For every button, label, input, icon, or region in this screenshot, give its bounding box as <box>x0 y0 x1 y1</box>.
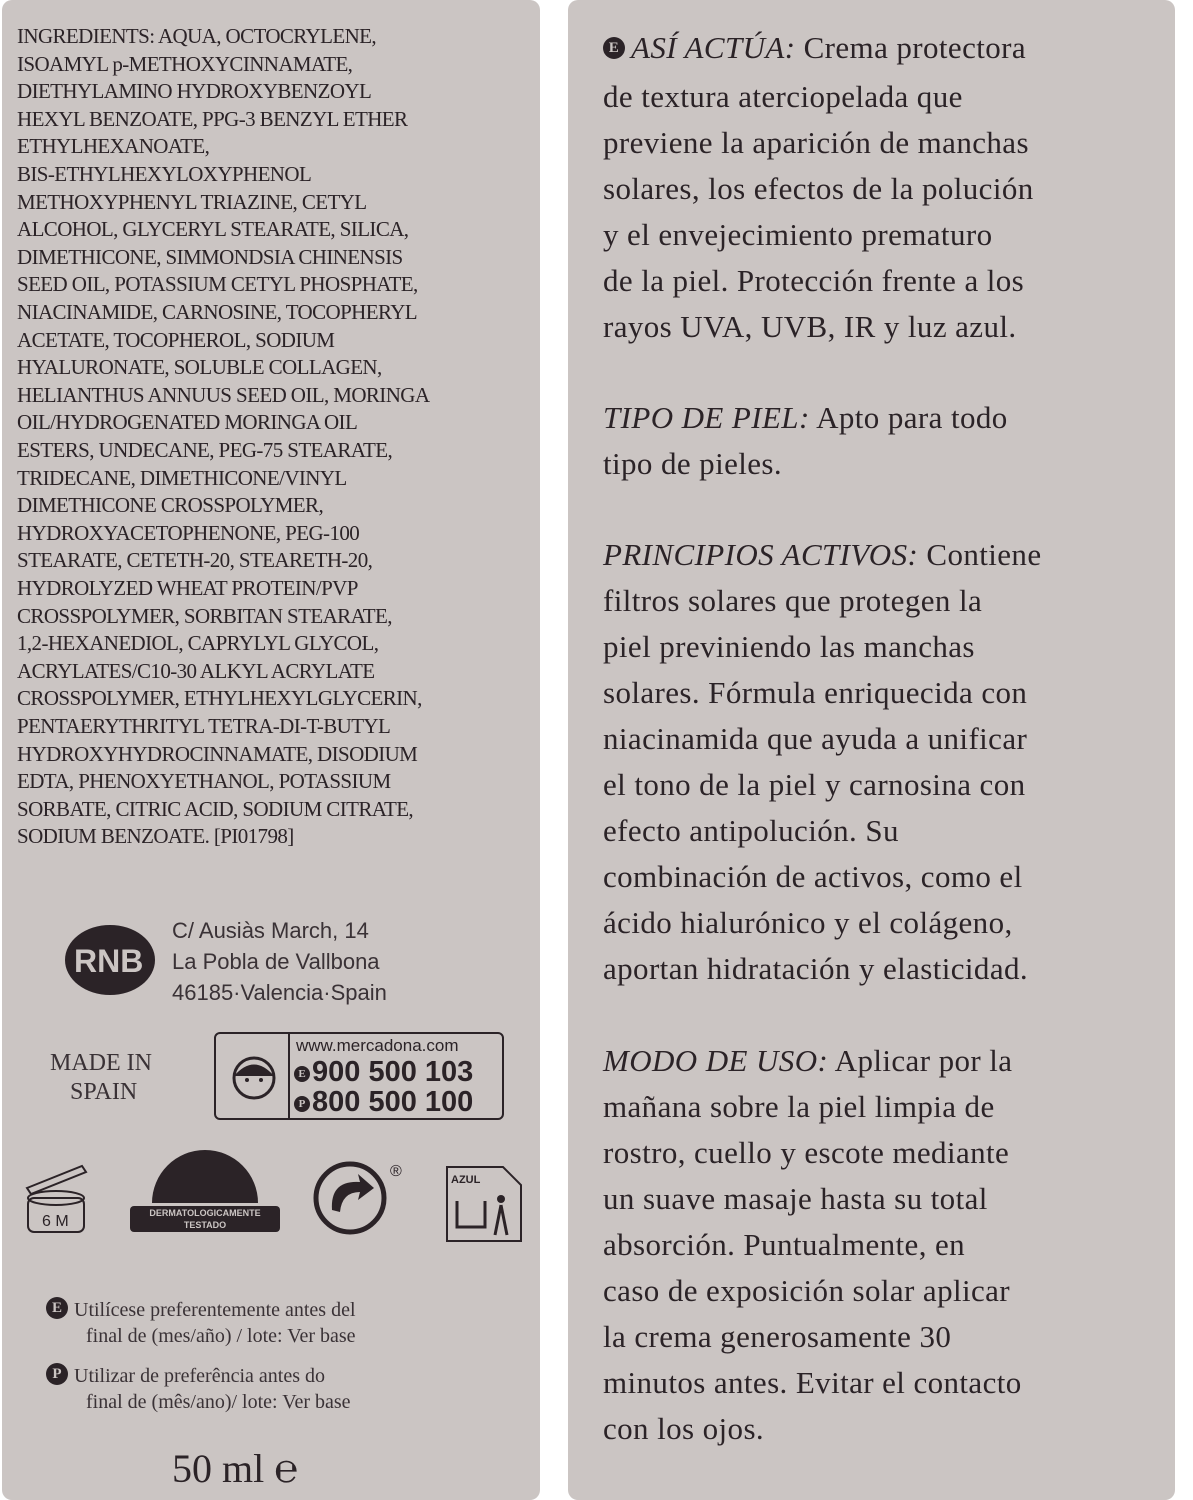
headset-agent-icon <box>224 1048 284 1108</box>
text-line: rostro, cuello y escote mediante <box>603 1135 1010 1170</box>
text-line: HYDROLYZED WHEAT PROTEIN/PVP <box>17 576 358 600</box>
text-line: solares. Fórmula enriquecida con <box>603 675 1028 710</box>
expiry-spanish-line: final de (mes/año) / lote: Ver base <box>86 1325 356 1347</box>
phone-spain: E 900 500 103 <box>294 1056 473 1089</box>
text-line: con los ojos. <box>603 1411 765 1446</box>
text-line: HYALURONATE, SOLUBLE COLLAGEN, <box>17 355 382 380</box>
text-line: ácido hialurónico y el colágeno, <box>603 905 1013 940</box>
rnb-logo-icon <box>62 920 162 1000</box>
text-line: combinación de activos, como el <box>603 859 1023 894</box>
text-line: niacinamida que ayuda a unificar <box>603 721 1028 756</box>
text-line: HEXYL BENZOATE, PPG-3 BENZYL ETHER <box>17 106 408 131</box>
text-line: solares, los efectos de la polución <box>603 171 1034 206</box>
text-line: ALCOHOL, GLYCERYL STEARATE, SILICA, <box>17 217 409 242</box>
text-line: caso de exposición solar aplicar <box>603 1273 1011 1308</box>
address-line: 46185·Valencia·Spain <box>172 980 387 1005</box>
phone-portugal: P 800 500 100 <box>294 1086 473 1119</box>
svg-text:6 M: 6 M <box>42 1213 69 1230</box>
text-line: CROSSPOLYMER, SORBITAN STEARATE, <box>17 603 392 628</box>
text-line: ESTERS, UNDECANE, PEG-75 STEARATE, <box>17 438 393 462</box>
expiry-spanish: E Utilícese preferentemente antes del <box>46 1297 356 1322</box>
right-label-panel <box>568 0 1175 1500</box>
text-line: efecto antipolución. Su <box>603 813 899 848</box>
address-line: La Pobla de Vallbona <box>172 949 380 974</box>
volume-label: 50 ml ℮ <box>172 1446 299 1491</box>
text-line: filtros solares que protegen la <box>603 583 983 618</box>
text-line: y el envejecimiento prematuro <box>603 217 993 252</box>
section-active-ingredients: PRINCIPIOS ACTIVOS: Contiene <box>603 537 1042 572</box>
expiry-portuguese: P Utilizar de preferência antes do <box>46 1363 325 1388</box>
text-line: 1,2-HEXANEDIOL, CAPRYLYL GLYCOL, <box>17 631 379 656</box>
text-line: PENTAERYTHRITYL TETRA-DI-T-BUTYL <box>17 714 391 738</box>
text-line: ACETATE, TOCOPHEROL, SODIUM <box>17 327 335 352</box>
svg-text:AZUL: AZUL <box>451 1174 481 1186</box>
section-skin-type: TIPO DE PIEL: Apto para todo <box>603 400 1008 435</box>
text-line: ACRYLATES/C10-30 ALKYL ACRYLATE <box>17 658 375 683</box>
website-link[interactable]: www.mercadona.com <box>296 1036 459 1055</box>
text-line: EDTA, PHENOXYETHANOL, POTASSIUM <box>17 769 391 794</box>
text-line: ETHYLHEXANOATE, <box>17 134 210 159</box>
text-line: mañana sobre la piel limpia de <box>603 1089 995 1124</box>
text-line: CROSSPOLYMER, ETHYLHEXYLGLYCERIN, <box>17 686 422 711</box>
section-how-it-works: E ASÍ ACTÚA: Crema protectora <box>603 30 1026 66</box>
blue-bin-disposal-icon <box>445 1165 525 1245</box>
text-line: el tono de la piel y carnosina con <box>603 767 1026 802</box>
text-line: aportan hidratación y elasticidad. <box>603 951 1029 986</box>
text-line: DIETHYLAMINO HYDROXYBENZOYL <box>17 79 372 104</box>
text-line: BIS-ETHYLHEXYLOXYPHENOL <box>17 162 312 186</box>
text-line: SORBATE, CITRIC ACID, SODIUM CITRATE, <box>17 796 414 821</box>
text-line: piel previniendo las manchas <box>603 629 975 664</box>
text-line: HYDROXYACETOPHENONE, PEG-100 <box>17 520 360 545</box>
text-line: INGREDIENTS: AQUA, OCTOCRYLENE, <box>17 24 377 48</box>
text-line: DIMETHICONE, SIMMONDSIA CHINENSIS <box>17 244 403 269</box>
text-line: METHOXYPHENYL TRIAZINE, CETYL <box>17 189 367 214</box>
text-line: un suave masaje hasta su total <box>603 1181 988 1216</box>
text-line: ISOAMYL p-METHOXYCINNAMATE, <box>17 51 353 76</box>
green-dot-recycling-icon <box>310 1160 410 1240</box>
address-line: C/ Ausiàs March, 14 <box>172 918 369 943</box>
text-line: tipo de pieles. <box>603 446 783 481</box>
left-label-panel <box>2 0 540 1500</box>
text-line: minutos antes. Evitar el contacto <box>603 1365 1022 1400</box>
text-line: SODIUM BENZOATE. [PI01798] <box>17 824 294 849</box>
svg-text:®: ® <box>390 1163 402 1180</box>
text-line: NIACINAMIDE, CARNOSINE, TOCOPHERYL <box>17 300 418 324</box>
text-line: absorción. Puntualmente, en <box>603 1227 966 1262</box>
text-line: HYDROXYHYDROCINNAMATE, DISODIUM <box>17 741 418 766</box>
text-line: rayos UVA, UVB, IR y luz azul. <box>603 309 1017 344</box>
expiry-portuguese-line: final de (mês/ano)/ lote: Ver base <box>86 1391 351 1413</box>
text-line: previene la aparición de manchas <box>603 125 1029 160</box>
made-in-label: MADE IN <box>50 1050 152 1076</box>
svg-text:RNB: RNB <box>74 943 144 979</box>
period-after-opening-icon <box>22 1158 92 1238</box>
text-line: SEED OIL, POTASSIUM CETYL PHOSPHATE, <box>17 272 418 297</box>
text-line: DIMETHICONE CROSSPOLYMER, <box>17 493 324 518</box>
text-line: de la piel. Protección frente a los <box>603 263 1025 298</box>
text-line: TRIDECANE, DIMETHICONE/VINYL <box>17 465 347 490</box>
customer-service-box <box>214 1032 504 1120</box>
text-line: de textura aterciopelada que <box>603 79 963 114</box>
dermatologically-tested-icon: DERMATOLOGICAMENTE TESTADO <box>130 1150 280 1240</box>
text-line: STEARATE, CETETH-20, STEARETH-20, <box>17 548 373 573</box>
section-usage: MODO DE USO: Aplicar por la <box>603 1043 1013 1078</box>
text-line: OIL/HYDROGENATED MORINGA OIL <box>17 410 358 435</box>
text-line: la crema generosamente 30 <box>603 1319 952 1354</box>
text-line: HELIANTHUS ANNUUS SEED OIL, MORINGA <box>17 382 430 407</box>
made-in-label: SPAIN <box>70 1079 138 1105</box>
